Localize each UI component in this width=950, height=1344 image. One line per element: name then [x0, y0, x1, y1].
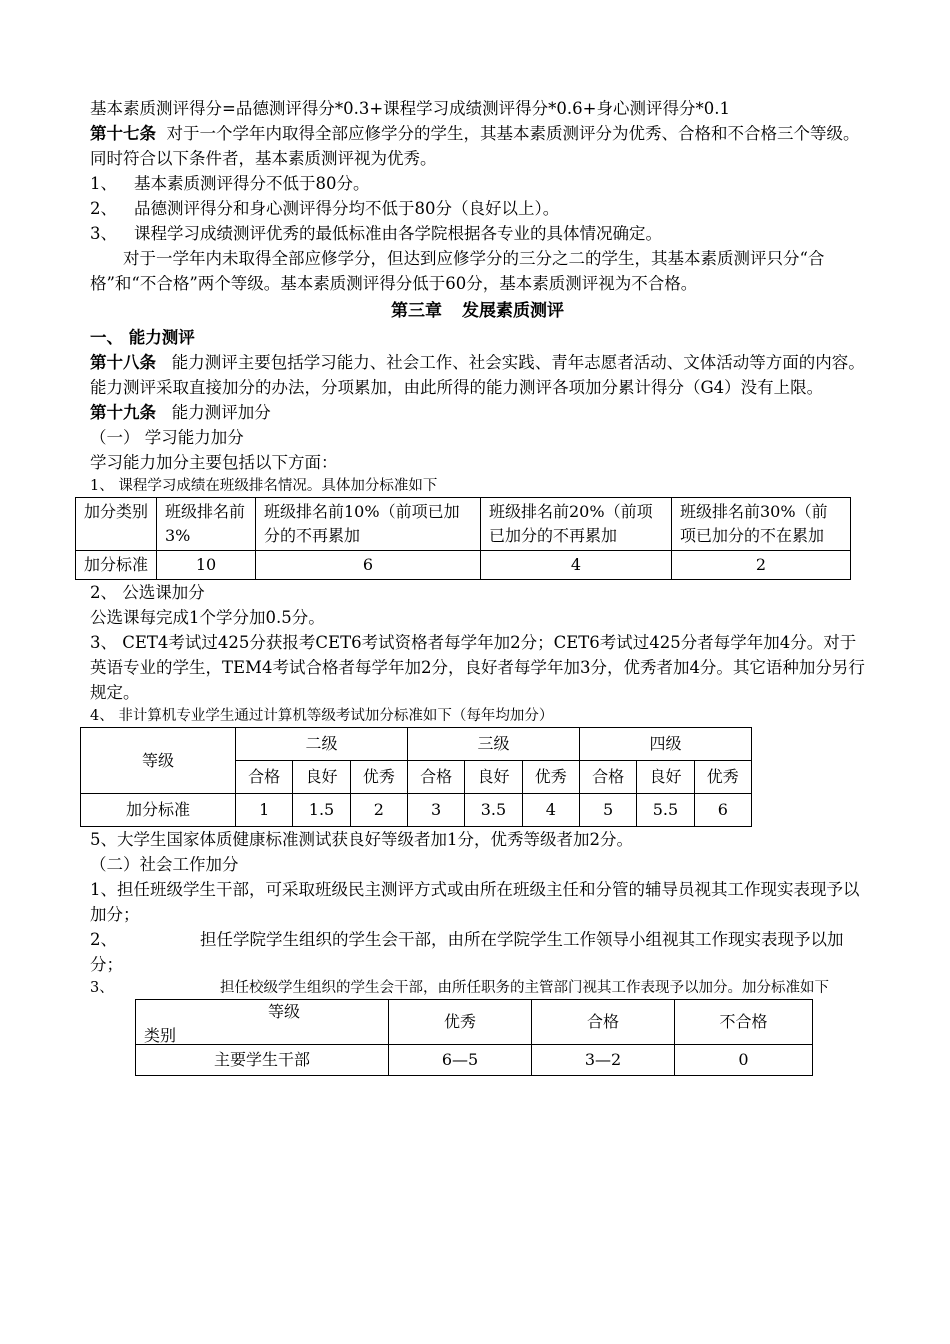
- table-cell: 二级: [236, 728, 408, 761]
- table-cell: 班级排名前10%（前项已加分的不再累加: [256, 498, 481, 551]
- table-cell: 合格: [579, 761, 636, 794]
- table-cell: 3.5: [465, 794, 522, 827]
- item-2-body: 公选课每完成1个学分加0.5分。: [90, 608, 325, 627]
- table-cell: 0: [675, 1045, 813, 1076]
- subsection-learning: （一） 学习能力加分: [90, 428, 244, 447]
- chapter-title: 第三章 发展素质测评: [391, 301, 564, 321]
- table-cell: 5: [579, 794, 636, 827]
- table-cell: 班级排名前30%（前项已加分的不在累加: [672, 498, 851, 551]
- table-cell: 2: [350, 794, 407, 827]
- table-cell: 3: [407, 794, 464, 827]
- table-cell: 6: [694, 794, 751, 827]
- table-cell: 三级: [407, 728, 579, 761]
- table-cell: 班级排名前20%（前项已加分的不再累加: [481, 498, 672, 551]
- article-18-heading: 第十八条: [90, 353, 156, 372]
- article-18: [90, 350, 865, 400]
- table-row: [76, 498, 851, 551]
- table-cell: 合格: [532, 1000, 675, 1045]
- table-cell: 良好: [293, 761, 350, 794]
- table-cell: 1: [236, 794, 293, 827]
- learning-intro: 学习能力加分主要包括以下方面：: [90, 453, 338, 472]
- table-row: [136, 1045, 813, 1076]
- table-cell: 4: [481, 551, 672, 580]
- table-cell: 加分类别: [76, 498, 157, 551]
- formula-line: 基本素质测评得分=品德测评得分*0.3+课程学习成绩测评得分*0.6+身心测评得分*0.1: [90, 99, 730, 118]
- table-cell: 等级: [81, 728, 236, 794]
- item-5: 5、大学生国家体质健康标准测试获良好等级者加1分，优秀等级者加2分。: [90, 830, 633, 849]
- rank-bonus-table: [75, 497, 851, 580]
- table-cell: 优秀: [389, 1000, 532, 1045]
- social-work-1: 1、担任班级学生干部，可采取班级民主测评方式或由所在班级主任和分管的辅导员视其工作现实表现予以加分；: [90, 880, 860, 924]
- subsection-social-work: （二）社会工作加分: [90, 855, 239, 874]
- condition-2: 2、 品德测评得分和身心测评得分均不低于80分（良好以上）。: [90, 199, 560, 218]
- table-cell: 6: [256, 551, 481, 580]
- table-cell: 2: [672, 551, 851, 580]
- item-4: 4、 非计算机专业学生通过计算机等级考试加分标准如下（每年均加分）: [90, 708, 554, 724]
- table-cell: 1.5: [293, 794, 350, 827]
- document-page: [84, 96, 865, 1076]
- table-cell: 6—5: [389, 1045, 532, 1076]
- table-cell: 良好: [637, 761, 694, 794]
- article-17-heading: 第十七条: [90, 124, 156, 143]
- item-1: 1、 课程学习成绩在班级排名情况。具体加分标准如下: [90, 478, 438, 494]
- table-cell: 3—2: [532, 1045, 675, 1076]
- table-cell: 合格: [407, 761, 464, 794]
- table-cell: 良好: [465, 761, 522, 794]
- article-18-body: 能力测评主要包括学习能力、社会工作、社会实践、青年志愿者活动、文体活动等方面的内容。能力测评采取直接加分的办法，分项累加，由此所得的能力测评各项加分累计得分（G4）没有上限。: [90, 353, 865, 397]
- table-cell: 班级排名前3%: [157, 498, 256, 551]
- condition-1: 1、 基本素质测评得分不低于80分。: [90, 174, 370, 193]
- article-19-body: 能力测评加分: [171, 403, 271, 422]
- cadre-bonus-table: [135, 999, 813, 1076]
- item-3: 3、 CET4考试过425分获报考CET6考试资格者每学年加2分；CET6考试过425分者每学年加4分。对于英语专业的学生，TEM4考试合格者每学年加2分，良好者每学年加3分，优秀者加4分。其它语种加分另行规定。: [90, 633, 865, 702]
- table-row: [76, 551, 851, 580]
- social-work-2: 2、 担任学院学生组织的学生会干部，由所在学院学生工作领导小组视其工作现实表现予以加分；: [90, 930, 844, 974]
- table-cell: 优秀: [350, 761, 407, 794]
- table-cell: 10: [157, 551, 256, 580]
- table-row: [81, 794, 752, 827]
- table-cell: 加分标准: [81, 794, 236, 827]
- table-cell: 优秀: [694, 761, 751, 794]
- condition-intro: 同时符合以下条件者，基本素质测评视为优秀。: [90, 149, 437, 168]
- condition-3: 3、 课程学习成绩测评优秀的最低标准由各学院根据各专业的具体情况确定。: [90, 224, 662, 243]
- table-cell: 合格: [236, 761, 293, 794]
- table-cell: 4: [522, 794, 579, 827]
- table-row: [81, 728, 752, 761]
- article-19: [90, 400, 865, 425]
- article-17-body: 对于一个学年内取得全部应修学分的学生，其基本素质测评分为优秀、合格和不合格三个等级。: [166, 124, 860, 143]
- article-17: [90, 121, 865, 146]
- table-row: [136, 1000, 813, 1045]
- article-19-heading: 第十九条: [90, 403, 156, 422]
- table-cell: 优秀: [522, 761, 579, 794]
- social-work-3: 3、 担任校级学生组织的学生会干部，由所任职务的主管部门视其工作表现予以加分。加分标准如下: [90, 980, 829, 996]
- table-cell: 四级: [579, 728, 751, 761]
- table-corner-cell: 等级 类别: [136, 1000, 389, 1045]
- item-2: 2、 公选课加分: [90, 583, 205, 602]
- computer-exam-table: [80, 727, 752, 827]
- table-cell: 不合格: [675, 1000, 813, 1045]
- table-cell: 5.5: [637, 794, 694, 827]
- table-cell: 加分标准: [76, 551, 157, 580]
- section-ability: 一、 能力测评: [90, 328, 195, 347]
- two-thirds-paragraph: 对于一学年内未取得全部应修学分，但达到应修学分的三分之二的学生，其基本素质测评只分“合格”和“不合格”两个等级。基本素质测评得分低于60分，基本素质测评视为不合格。: [90, 249, 825, 293]
- table-cell: 主要学生干部: [136, 1045, 389, 1076]
